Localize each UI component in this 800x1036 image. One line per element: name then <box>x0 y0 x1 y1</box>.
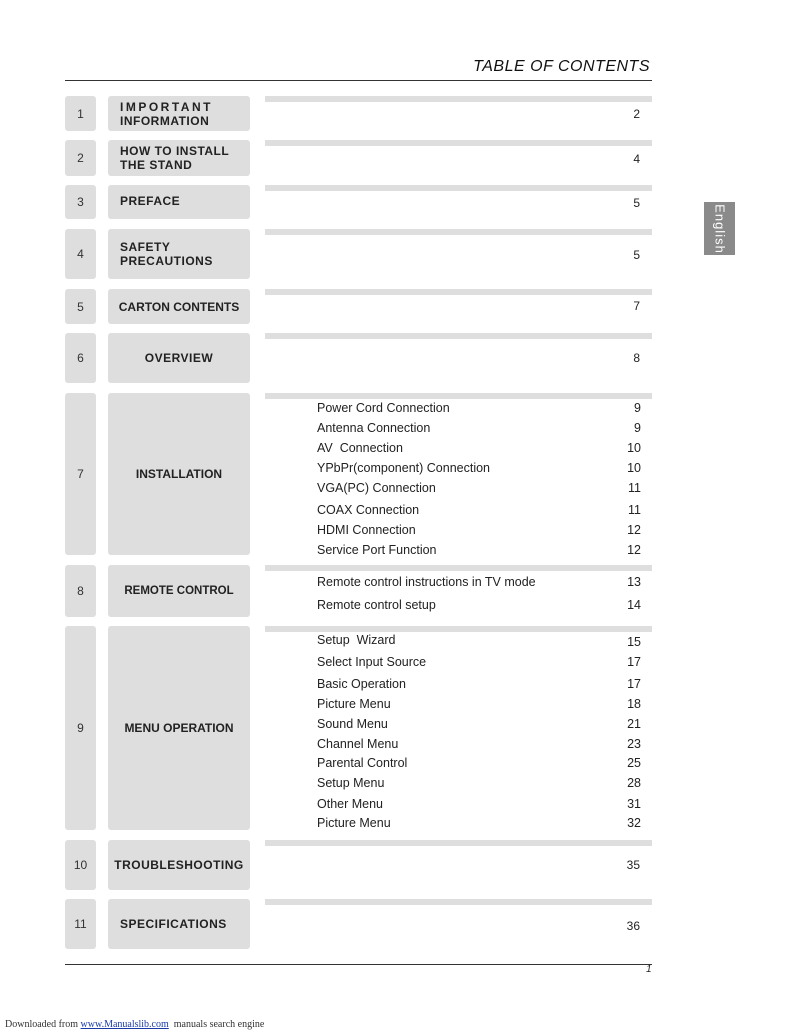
section-title-line: TROUBLESHOOTING <box>114 858 244 872</box>
entry-page: 12 <box>627 523 641 537</box>
entry-label: Parental Control <box>317 756 408 770</box>
entry-page: 23 <box>627 737 641 751</box>
entry-label: Channel Menu <box>317 737 399 751</box>
language-tab-label: English <box>712 203 727 254</box>
section-title-line: MENU OPERATION <box>124 721 234 735</box>
section-title-line: CARTON CONTENTS <box>118 299 240 314</box>
page-title: TABLE OF CONTENTS <box>473 58 650 75</box>
section-page[interactable]: 35 <box>626 858 640 872</box>
section-bar <box>265 333 652 339</box>
entry-page: 25 <box>627 756 641 770</box>
section-title-line: REMOTE CONTROL <box>124 585 234 597</box>
entry-label: Setup Menu <box>317 776 385 790</box>
section-page[interactable]: 7 <box>633 299 640 313</box>
section-page[interactable]: 5 <box>633 248 640 262</box>
section-title[interactable] <box>108 899 250 949</box>
entry-label: Picture Menu <box>317 816 391 830</box>
entry-label: Service Port Function <box>317 543 437 557</box>
section-title-line: SAFETY <box>120 240 171 254</box>
section-bar <box>265 626 652 632</box>
entry-label: Antenna Connection <box>317 421 431 435</box>
section-page[interactable]: 8 <box>633 351 640 365</box>
page-number: 1 <box>646 964 652 975</box>
section-title-line: OVERVIEW <box>144 351 214 365</box>
section-number: 10 <box>65 840 96 890</box>
entry-label: Select Input Source <box>317 655 427 669</box>
entry-label: Remote control setup <box>317 598 436 612</box>
section-number: 4 <box>65 229 96 279</box>
language-tab <box>704 202 735 255</box>
entry-page: 11 <box>628 481 641 495</box>
entry-label: Power Cord Connection <box>317 401 450 415</box>
section-title[interactable] <box>108 185 250 219</box>
entry-label: Picture Menu <box>317 697 391 711</box>
section-title-line: THE STAND <box>120 158 193 172</box>
entry-page: 17 <box>627 655 641 669</box>
section-number: 5 <box>65 289 96 324</box>
entry-label: VGA(PC) Connection <box>317 481 436 495</box>
section-bar <box>265 840 652 846</box>
manualslib-link[interactable]: www.Manualslib.com <box>80 1019 169 1030</box>
section-title-line: INSTALLATION <box>135 467 223 481</box>
entry-page: 10 <box>627 461 641 475</box>
header-rule <box>65 80 652 81</box>
section-number: 2 <box>65 140 96 176</box>
entry-label: Setup Wizard <box>317 633 396 647</box>
section-bar <box>265 229 652 235</box>
section-bar <box>265 899 652 905</box>
section-title[interactable] <box>108 333 250 383</box>
section-title[interactable] <box>108 289 250 324</box>
section-title[interactable] <box>108 626 250 830</box>
section-title[interactable] <box>108 565 250 617</box>
entry-page: 15 <box>627 635 641 649</box>
section-number: 11 <box>65 899 96 949</box>
section-page[interactable]: 36 <box>626 919 640 933</box>
section-title[interactable] <box>108 229 250 279</box>
section-bar <box>265 140 652 146</box>
footer-rule <box>65 964 652 965</box>
section-title[interactable] <box>108 140 250 176</box>
section-page[interactable]: 4 <box>633 152 640 166</box>
section-number: 6 <box>65 333 96 383</box>
section-title[interactable] <box>108 96 250 131</box>
download-footer <box>5 1019 264 1030</box>
section-number: 9 <box>65 626 96 830</box>
entry-page: 18 <box>627 697 641 711</box>
entry-page: 32 <box>627 816 641 830</box>
entry-label: COAX Connection <box>317 503 420 517</box>
entry-label: Remote control instructions in TV mode <box>317 575 536 589</box>
entry-label: Sound Menu <box>317 717 388 731</box>
section-number: 7 <box>65 393 96 555</box>
section-bar <box>265 289 652 295</box>
footer-prefix: Downloaded from <box>5 1019 81 1030</box>
section-title-line: PRECAUTIONS <box>120 254 213 268</box>
entry-label: AV Connection <box>317 441 403 455</box>
entry-page: 10 <box>627 441 641 455</box>
entry-page: 17 <box>627 677 641 691</box>
entry-page: 9 <box>634 401 641 415</box>
entry-label: Other Menu <box>317 797 384 811</box>
section-bar <box>265 393 652 399</box>
section-title[interactable] <box>108 840 250 890</box>
section-number: 1 <box>65 96 96 131</box>
section-title-line: IMPORTANT <box>120 99 213 114</box>
entry-label: Basic Operation <box>317 677 406 691</box>
entry-page: 9 <box>634 421 641 435</box>
section-title-line: PREFACE <box>120 194 181 208</box>
entry-page: 13 <box>627 575 641 589</box>
section-page[interactable]: 2 <box>633 107 640 121</box>
section-title-line: INFORMATION <box>120 113 210 128</box>
section-number: 3 <box>65 185 96 219</box>
section-page[interactable]: 5 <box>633 196 640 210</box>
footer-suffix: manuals search engine <box>168 1019 265 1030</box>
entry-page: 28 <box>627 776 641 790</box>
section-title-line: HOW TO INSTALL <box>120 144 230 158</box>
section-bar <box>265 565 652 571</box>
section-title[interactable] <box>108 393 250 555</box>
entry-page: 31 <box>627 797 641 811</box>
entry-page: 21 <box>627 717 641 731</box>
entry-page: 12 <box>627 543 641 557</box>
entry-label: YPbPr(component) Connection <box>317 461 491 475</box>
entry-page: 11 <box>628 503 641 517</box>
entry-page: 14 <box>627 598 641 612</box>
section-bar <box>265 96 652 102</box>
section-bar <box>265 185 652 191</box>
section-title-line: SPECIFICATIONS <box>120 917 227 931</box>
section-number: 8 <box>65 565 96 617</box>
entry-label: HDMI Connection <box>317 523 416 537</box>
